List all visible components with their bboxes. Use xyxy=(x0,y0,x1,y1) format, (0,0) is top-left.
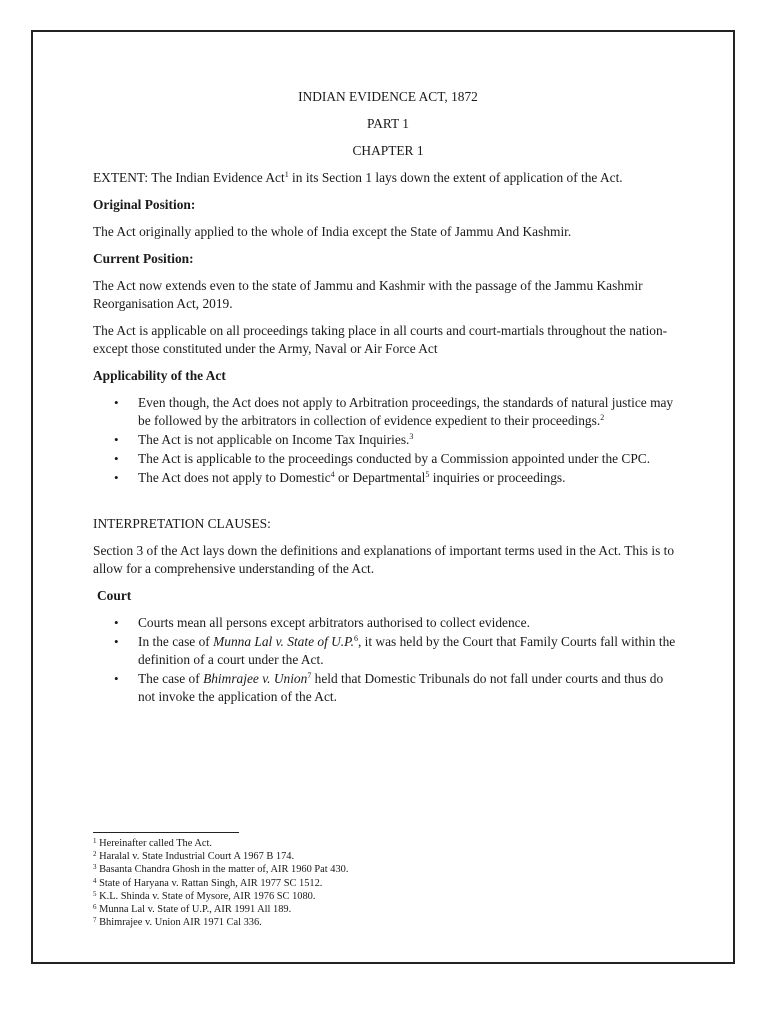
interpretation-heading: INTERPRETATION CLAUSES: xyxy=(93,516,271,531)
part-heading: PART 1 xyxy=(367,116,409,131)
list-item: • The Act is not applicable on Income Tax Inquiries.$^3$ xyxy=(138,431,683,449)
document-title: INDIAN EVIDENCE ACT, 1872 xyxy=(298,89,478,104)
interpretation-text: Section 3 of the Act lays down the definitions and explanations of important terms used in the Act. This is to allow for a comprehensive understanding of the Act. xyxy=(93,543,675,576)
footnote-1: $^1$ Hereinafter called The Act. xyxy=(93,837,212,849)
footnote-ref[interactable]: 2 xyxy=(600,413,605,422)
list-item: • The Act is applicable to the proceedings conducted by a Commission appointed under the CPC. xyxy=(138,450,683,468)
original-position-text: The Act originally applied to the whole of India except the State of Jammu And Kashmir. xyxy=(93,224,572,239)
case-name: Munna Lal v. State of U.P. xyxy=(213,634,354,649)
footnote-ref[interactable]: 7 xyxy=(307,671,312,680)
list-item: • The case of Bhimrajee v. Union$^7$ held that Domestic Tribunals do not fall under courts and thus do not invoke the application of the Act. xyxy=(138,670,683,706)
footnote-3: $^3$ Basanta Chandra Ghosh in the matter of, AIR 1960 Pat 430. xyxy=(93,863,349,876)
footnote-ref[interactable]: 4 xyxy=(330,470,335,479)
footnote-ref[interactable]: 6 xyxy=(353,634,358,643)
court-heading: Court xyxy=(97,588,132,603)
current-position-text: The Act now extends even to the state of Jammu and Kashmir with the passage of the Jammu Kashmir Reorganisation Act, 2019. xyxy=(93,278,643,311)
footnote-6: $^6$ Munna Lal v. State of U.P., AIR 1991 All 189. xyxy=(93,903,292,916)
court-list xyxy=(93,614,683,706)
list-item: • Courts mean all persons except arbitrators authorised to collect evidence. xyxy=(138,614,683,632)
extent-paragraph: EXTENT: The Indian Evidence Act$^1$ in its Section 1 lays down the extent of application of the Act. xyxy=(93,170,623,185)
footnote-2: $^2$ Haralal v. State Industrial Court A 1967 B 174. xyxy=(93,850,295,863)
footnote-ref[interactable]: 3 xyxy=(409,432,414,441)
original-position-heading: Original Position: xyxy=(93,197,196,212)
footnotes xyxy=(93,837,593,929)
applicability-list xyxy=(93,394,683,487)
applicability-scope-text: The Act is applicable on all proceedings taking place in all courts and court-martials throughout the nation- except those constituted under the Army, Naval or Air Force Act xyxy=(93,323,668,356)
list-item: • Even though, the Act does not apply to Arbitration proceedings, the standards of natural justice may be followed by the arbitrators in collection of evidence expedient to their proceedings.$^2$ xyxy=(138,394,683,430)
applicability-heading: Applicability of the Act xyxy=(93,368,226,383)
current-position-heading: Current Position: xyxy=(93,251,194,266)
footnote-4: $^4$ State of Haryana v. Rattan Singh, AIR 1977 SC 1512. xyxy=(93,876,323,889)
footnote-7: $^7$ Bhimrajee v. Union AIR 1971 Cal 336. xyxy=(93,916,262,929)
spacer xyxy=(93,488,683,506)
list-item: • In the case of Munna Lal v. State of U.P.$^6$, it was held by the Court that Family Courts fall within the definition of a court under the Act. xyxy=(138,633,683,669)
document-body xyxy=(93,88,683,707)
footnote-ref[interactable]: 5 xyxy=(425,470,430,479)
footnote-separator xyxy=(93,832,239,833)
case-name: Bhimrajee v. Union xyxy=(203,671,308,686)
chapter-heading: CHAPTER 1 xyxy=(352,143,424,158)
list-item: • The Act does not apply to Domestic$^4$ or Departmental$^5$ inquiries or proceedings. xyxy=(138,469,683,487)
footnote-5: $^5$ K.L. Shinda v. State of Mysore, AIR 1976 SC 1080. xyxy=(93,889,316,902)
footnote-ref[interactable]: 1 xyxy=(284,170,289,179)
